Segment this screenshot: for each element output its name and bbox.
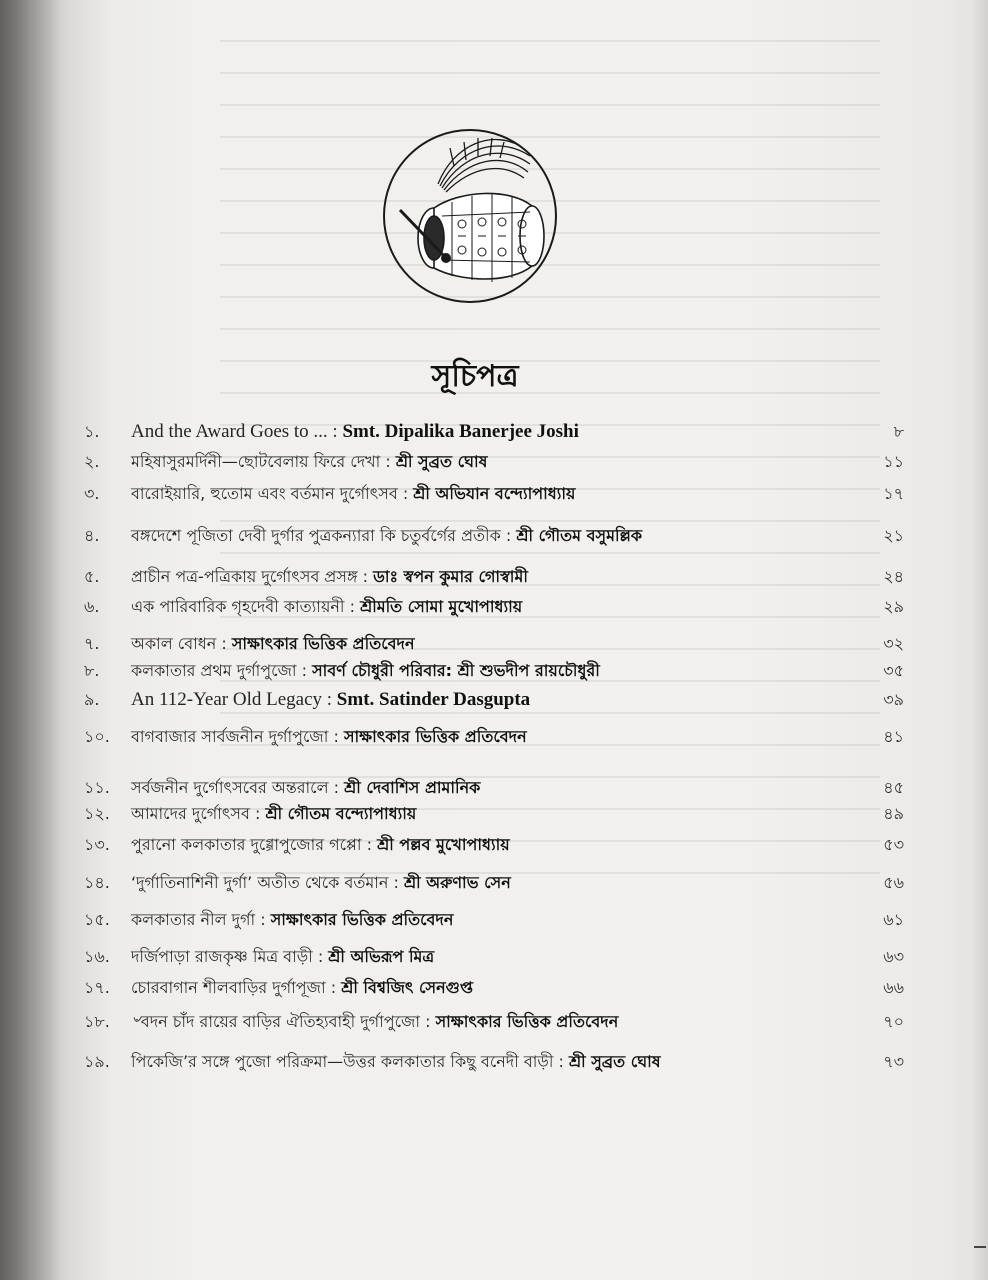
toc-entry-author: সাক্ষাৎকার ভিত্তিক প্রতিবেদন — [231, 634, 415, 653]
toc-entry-page-number: ১১ — [883, 452, 904, 471]
toc-entry-text — [131, 521, 642, 551]
toc-entry-text — [131, 1047, 661, 1077]
toc-entry-text — [131, 447, 487, 477]
toc-entry-separator: : — [388, 873, 404, 892]
toc-entry-separator: : — [380, 452, 396, 471]
toc-entry-page-number: ৭০ — [883, 1012, 904, 1031]
toc-entry-author: ডাঃ স্বপন কুমার গোস্বামী — [373, 567, 528, 586]
toc-entry-text — [131, 592, 522, 622]
toc-entry-author: শ্রী দেবাশিস প্রামানিক — [344, 778, 481, 797]
toc-entry-title: সর্বজনীন দুর্গোৎসবের অন্তরালে — [131, 778, 329, 797]
toc-entry-author: শ্রী সুব্রত ঘোষ — [568, 1052, 661, 1071]
toc-entry-text — [131, 1007, 618, 1037]
toc-entry[interactable] — [0, 417, 988, 447]
toc-entry-separator: : — [344, 597, 361, 616]
toc-entry-text — [131, 905, 453, 935]
toc-entry-text — [131, 973, 473, 1003]
toc-entry-number: ১৩. — [84, 835, 110, 854]
toc-entry-title: এক পারিবারিক গৃহদেবী কাত্যায়নী — [131, 597, 345, 616]
toc-entry-separator: : — [500, 526, 517, 545]
toc-entry-page-number: ১৭ — [883, 484, 904, 503]
toc-entry-page-number: ৫৩ — [883, 835, 904, 854]
toc-entry-title: বারোইয়ারি, হুতোম এবং বর্তমান দুর্গোৎসব — [131, 484, 398, 503]
toc-entry-page-number: ২৯ — [883, 597, 904, 616]
toc-entry-title: বাগবাজার সার্বজনীন দুর্গাপুজো — [131, 727, 329, 746]
toc-entry-text — [131, 656, 600, 686]
toc-entry[interactable] — [0, 1047, 988, 1077]
toc-entry-separator: : — [420, 1012, 436, 1031]
toc-entry-number: ১৭. — [84, 978, 110, 997]
page-edge-shadow — [972, 0, 988, 1280]
toc-entry[interactable] — [0, 562, 988, 592]
toc-entry[interactable] — [0, 722, 988, 752]
toc-entry-title: পুরানো কলকাতার দুগ্গোপুজোর গপ্পো — [131, 835, 362, 854]
toc-entry-number: ২. — [84, 452, 100, 471]
toc-entry-page-number: ৩৫ — [883, 661, 904, 680]
toc-entry[interactable] — [0, 1007, 988, 1037]
toc-entry-number: ১৮. — [84, 1012, 110, 1031]
toc-entry-number: ৯. — [84, 690, 100, 709]
toc-entry-title: চোরবাগান শীলবাড়ির দুর্গাপূজা — [131, 978, 326, 997]
toc-entry-page-number: ২৪ — [883, 567, 904, 586]
toc-entry-text — [131, 868, 511, 898]
toc-entry-page-number: ৬৬ — [883, 978, 904, 997]
toc-entry-number: ১৪. — [84, 873, 110, 892]
toc-entry-author: শ্রী বিশ্বজিৎ সেনগুপ্ত — [341, 978, 473, 997]
toc-entry[interactable] — [0, 656, 988, 686]
toc-entry-separator: : — [255, 910, 271, 929]
toc-entry-number: ১১. — [84, 778, 110, 797]
toc-entry-page-number: ৪৫ — [883, 778, 904, 797]
toc-entry-number: ৭. — [84, 634, 100, 653]
toc-entry-text — [131, 629, 415, 659]
toc-entry-separator: : — [249, 804, 266, 823]
toc-entry-separator: : — [296, 661, 313, 680]
toc-entry-separator: : — [322, 689, 337, 710]
toc-entry-separator: : — [397, 484, 414, 503]
toc-entry-separator: : — [312, 947, 329, 966]
toc-entry-page-number: ৫৬ — [883, 873, 904, 892]
edge-mark — [974, 1246, 986, 1248]
toc-entry[interactable] — [0, 479, 988, 509]
toc-entry-text — [131, 799, 416, 829]
toc-entry-separator: : — [216, 634, 232, 653]
toc-entry-text — [131, 479, 575, 509]
toc-entry-author: শ্রীমতি সোমা মুখোপাধ্যায় — [360, 597, 523, 616]
toc-entry-author: সাবর্ণ চৌধুরী পরিবার: শ্রী শুভদীপ রায়চৌধুরী — [312, 661, 600, 680]
toc-entry-title: And the Award Goes to ... — [131, 421, 328, 442]
toc-entry-page-number: ৭৩ — [883, 1052, 904, 1071]
toc-entry-author: সাক্ষাৎকার ভিত্তিক প্রতিবেদন — [343, 727, 527, 746]
toc-entry-text — [131, 685, 530, 715]
toc-entry-author: শ্রী সুব্রত ঘোষ — [395, 452, 488, 471]
toc-entry-author: শ্রী অরুণাভ সেন — [404, 873, 511, 892]
toc-entry[interactable] — [0, 942, 988, 972]
toc-entry-separator: : — [553, 1052, 569, 1071]
toc-entry[interactable] — [0, 629, 988, 659]
toc-entry-title: ৺বদন চাঁদ রায়ের বাড়ির ঐতিহ্যবাহী দুর্গাপুজো — [131, 1012, 421, 1031]
page-title: সূচিপত্র — [431, 359, 519, 394]
toc-entry-number: ১৬. — [84, 947, 110, 966]
toc-entry-number: ১৫. — [84, 910, 110, 929]
toc-entry-text — [131, 417, 579, 447]
toc-entry-text — [131, 830, 510, 860]
toc-entry-title: দর্জিপাড়া রাজকৃষ্ণ মিত্র বাড়ী — [131, 947, 313, 966]
toc-entry-page-number: ৩৯ — [883, 690, 904, 709]
toc-entry-author: সাক্ষাৎকার ভিত্তিক প্রতিবেদন — [435, 1012, 619, 1031]
toc-entry-title: প্রাচীন পত্র-পত্রিকায় দুর্গোৎসব প্রসঙ্গ — [131, 567, 358, 586]
toc-entry-title: ‘দুর্গাতিনাশিনী দুর্গা’ অতীত থেকে বর্তমান — [131, 873, 389, 892]
toc-entry-number: ৫. — [84, 567, 100, 586]
toc-entry-page-number: ৪১ — [883, 727, 904, 746]
toc-entry-title: কলকাতার প্রথম দুর্গাপুজো — [131, 661, 297, 680]
toc-entry[interactable] — [0, 973, 988, 1003]
toc-entry-title: বঙ্গদেশে পূজিতা দেবী দুর্গার পুত্রকন্যারা কি চতুর্বর্গের প্রতীক — [131, 526, 501, 545]
toc-entry[interactable] — [0, 447, 988, 477]
toc-entry-title: মহিষাসুরমর্দিনী—ছোটবেলায় ফিরে দেখা — [131, 452, 381, 471]
toc-entry-author: শ্রী অভিযান বন্দ্যোপাধ্যায় — [413, 484, 576, 503]
toc-entry[interactable] — [0, 521, 988, 551]
toc-entry-number: ১৯. — [84, 1052, 110, 1071]
toc-entry-author: শ্রী গৌতম বসুমল্লিক — [516, 526, 643, 545]
toc-entry-title: কলকাতার নীল দুর্গা — [131, 910, 256, 929]
toc-entry-title: পিকেজি’র সঙ্গে পুজো পরিক্রমা—উত্তর কলকাতার কিছু বনেদী বাড়ী — [131, 1052, 554, 1071]
toc-entry-number: ১২. — [84, 804, 110, 823]
toc-entry-author: Smt. Dipalika Banerjee Joshi — [342, 421, 579, 442]
toc-entry-author: Smt. Satinder Dasgupta — [336, 689, 531, 710]
toc-entry-author: শ্রী গৌতম বন্দ্যোপাধ্যায় — [265, 804, 417, 823]
toc-entry-separator: : — [328, 727, 344, 746]
toc-entry-text — [131, 562, 528, 592]
toc-entry-number: ১০. — [84, 727, 110, 746]
toc-entry-separator: : — [357, 567, 374, 586]
toc-entry-page-number: ২১ — [883, 526, 904, 545]
toc-entry-separator: : — [325, 978, 342, 997]
toc-entry-number: ১. — [84, 422, 100, 441]
toc-entry[interactable] — [0, 830, 988, 860]
toc-entry-title: আমাদের দুর্গোৎসব — [131, 804, 250, 823]
toc-entry-page-number: ৬৩ — [883, 947, 904, 966]
toc-entry-text — [131, 942, 434, 972]
toc-entry[interactable] — [0, 905, 988, 935]
toc-entry-separator: : — [361, 835, 378, 854]
toc-entry-page-number: ৮ — [893, 422, 904, 441]
toc-entry-title: An 112-Year Old Legacy — [131, 689, 323, 710]
toc-entry[interactable] — [0, 868, 988, 898]
toc-entry-page-number: ৪৯ — [883, 804, 904, 823]
toc-entry-number: ৩. — [84, 484, 100, 503]
toc-entry-author: সাক্ষাৎকার ভিত্তিক প্রতিবেদন — [270, 910, 454, 929]
toc-entry-separator: : — [327, 421, 343, 442]
toc-entry[interactable] — [0, 592, 988, 622]
toc-entry-number: ৬. — [84, 597, 100, 616]
toc-entry-author: শ্রী পল্লব মুখোপাধ্যায় — [377, 835, 510, 854]
toc-entry-separator: : — [328, 778, 345, 797]
toc-entry-title: অকাল বোধন — [131, 634, 217, 653]
toc-entry-author: শ্রী অভিরূপ মিত্র — [328, 947, 435, 966]
toc-entry-number: ৪. — [84, 526, 100, 545]
toc-entry-text — [131, 722, 527, 752]
toc-entry[interactable] — [0, 799, 988, 829]
toc-entry-page-number: ৩২ — [883, 634, 904, 653]
toc-entry-page-number: ৬১ — [883, 910, 904, 929]
toc-entry[interactable] — [0, 685, 988, 715]
toc-entry-number: ৮. — [84, 661, 100, 680]
